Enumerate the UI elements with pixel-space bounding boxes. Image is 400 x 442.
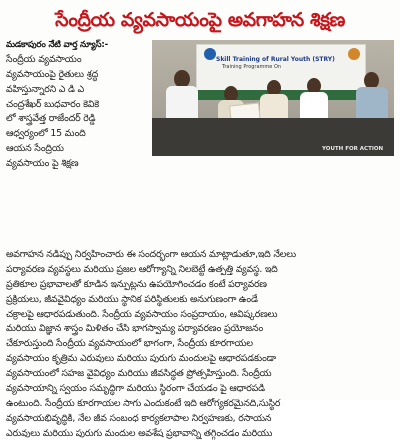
text-line: ప్రతికూల ప్రభావాలతో కూడిన ఇన్పుట్లను ఉపయోగించడం కంటే పర్యావరణ — [6, 278, 267, 290]
text-line: సేంద్రీయ వ్యవసాయం — [6, 53, 82, 65]
text-line: ఆధ్వర్యంలో 15 మంది — [6, 128, 86, 140]
text-line: మరియు విజ్ఞాన శాస్త్రం మిళితం చేసి భాగస్వామ్య పర్యావరణం ప్రయోజనం — [6, 323, 264, 335]
banner-title: Skill Training of Rural Youth (STRY) — [216, 56, 335, 63]
emblem-icon — [348, 48, 360, 60]
text-line: వ్యవసాయంలో సహజ వైవిధ్యం మరియు జీవసిద్ధత ప్రోత్సహిస్తుంది. సేంద్రీయ — [6, 368, 272, 380]
text-line: ఆయన సేంద్రియ — [6, 143, 64, 155]
text-line: చక్రాలపై ఆధారపడుతుంది. సేంద్రీయ వ్యవసాయం సంప్రదాయం, ఆవిష్కరణలు — [6, 308, 278, 320]
text-line: ప్రక్రియలు, జీవవైవిధ్యం మరియు స్థానిక పరిస్థితులకు అనుగుణంగా ఉండే — [6, 293, 258, 305]
text-line: ఉంటుంది. సేంద్రీయ కూరగాయల సాగు ఎందుకంటే ఇది ఆరోగ్యకరమైనది,సుస్థిర — [6, 397, 281, 409]
text-line: చంద్రశేఖర్ బుధవారం కెవికె — [6, 98, 99, 110]
left-column — [6, 38, 148, 172]
news-photo — [152, 40, 394, 156]
text-line: అవగాహన నడిప్పు నిర్వహించారు ఈ సందర్భంగా ఆయన మాట్లాడుతూ,ఇది నేలలు — [6, 249, 296, 260]
text-line: పర్యావరణ వ్యవస్థలు మరియు ప్రజల ఆరోగ్యాన్ని నిలబెట్టే ఉత్పత్తి వ్యవస్థ. ఇది — [6, 263, 278, 275]
text-line: వ్యవసాయభివృద్ధికి, నేల జీవ సంబంధ కార్యకలాపాల నిర్వహణకు, రసాయన — [6, 412, 272, 424]
text-line: వహిస్తున్నారని ఎ డి ఎ — [6, 83, 85, 95]
text-line: వ్యవసాయం పై శిక్షణ — [6, 158, 79, 170]
full-width-column — [6, 248, 396, 442]
text-line: ఎరువులు మరియు పురుగు మందుల అవశేష ప్రభావాన్ని తగ్గించడం మరియు — [6, 427, 273, 439]
photo-caption: YOUTH FOR ACTION — [322, 146, 384, 152]
dateline: మడకాపురం నేటి వార్త న్యూస్:- — [6, 40, 108, 50]
text-line: వ్యవసాయంపై రైతులు శ్రద్ధ — [6, 68, 98, 80]
text-line: వ్యవసాయాన్ని స్వయం సమృద్ధిగా మరియు స్థిరంగా చేయడం పై ఆధారపడి — [6, 383, 265, 395]
emblem-icon — [204, 48, 216, 60]
text-line: లో శాస్త్రవేత్త రాజేందర్ రెడ్డి — [6, 113, 96, 125]
text-line: చేకూరుస్తుంది సేంద్రీయ వ్యవసాయంలో భాగంగా, సేంద్రీయ కూరగాయల — [6, 338, 253, 350]
text-line: వ్యవసాయం కృత్రిమ ఎరువులు మరియు పురుగు మందులపై ఆధారపడకుండా — [6, 353, 277, 365]
banner-subtitle: Training Programme On — [222, 64, 282, 70]
article-headline: సేంద్రీయ వ్యవసాయంపై అవగాహన శిక్షణ — [55, 9, 345, 31]
